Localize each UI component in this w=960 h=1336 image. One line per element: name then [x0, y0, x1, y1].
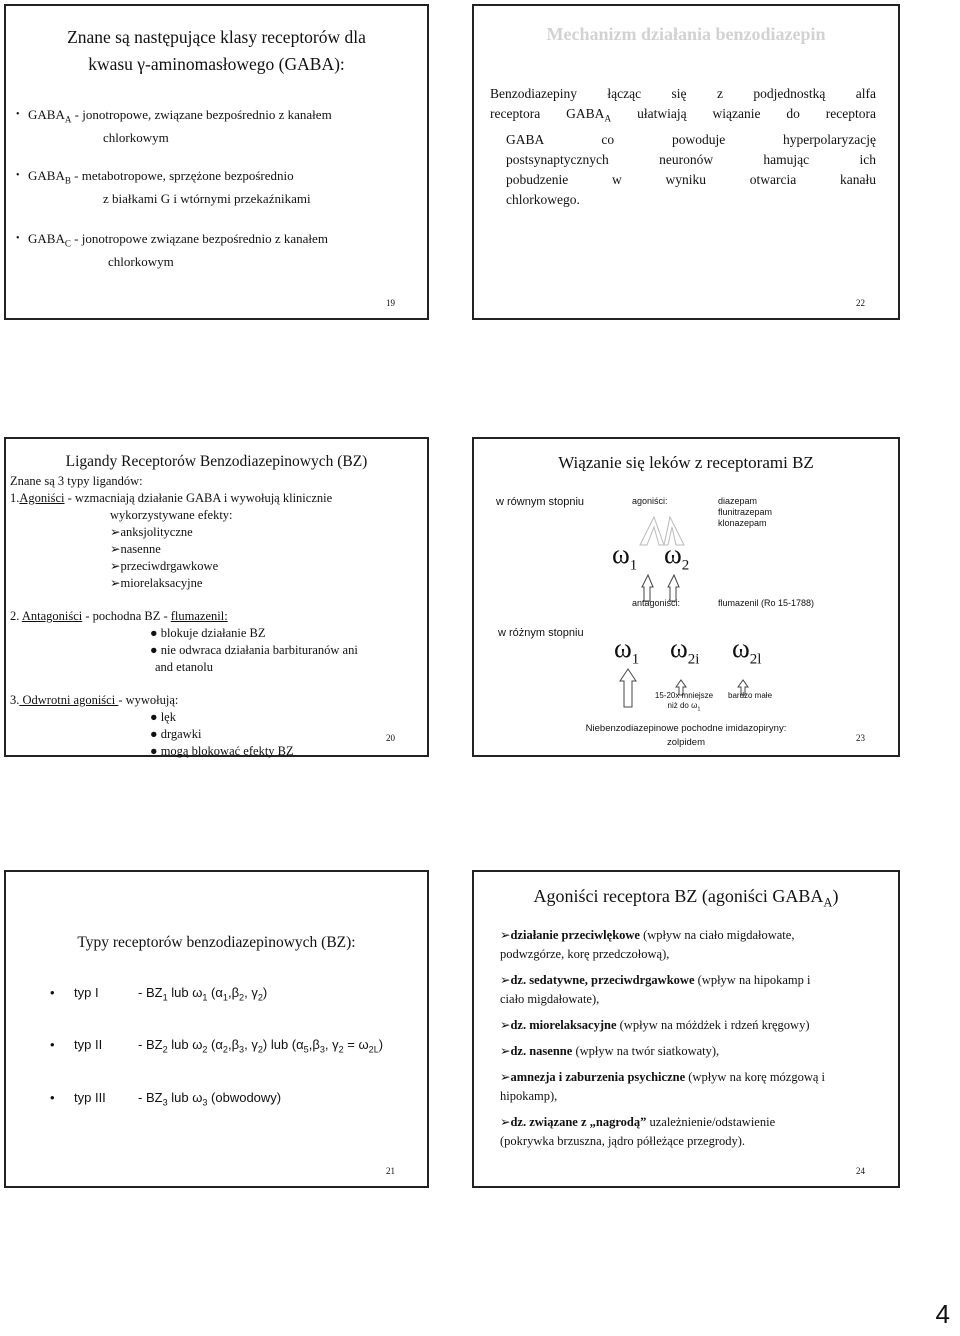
arrow-bullet-icon: ➢ — [500, 1044, 511, 1058]
flumazenil-label: flumazenil (Ro 15-1788) — [718, 598, 815, 608]
arrow-bullet-icon: ➢ — [500, 1018, 511, 1032]
type-3-name: typ III — [74, 1090, 106, 1105]
slide-21 — [4, 870, 429, 1188]
slide-21-title: Typy receptorów benzodiazepinowych (BZ): — [77, 934, 356, 951]
omega-1-symbol-b: $\omega_1$ — [614, 633, 640, 668]
arrow-bullet-icon: ➢ — [500, 1070, 511, 1084]
omega-2-symbol: $\omega_2$ — [664, 539, 690, 574]
arrow-bullet-icon: ➢ — [110, 525, 121, 539]
omega-1-symbol: $\omega_1$ — [612, 539, 638, 574]
slide-20-title: Ligandy Receptorów Benzodiazepinowych (BZ) — [65, 453, 368, 470]
gaba-c-item: • $GABA_C$ - jonotropowe związane bezpośrednio z kanałem chlorkowym — [16, 231, 328, 269]
arrow-bullet-icon: ➢ — [500, 928, 511, 942]
affinity-less-note: 15-20x mniejsze niż do $\omega_1$ — [654, 691, 714, 713]
gaba-a-item: • $GABA_A$ - jonotropowe, związane bezpośrednio z kanałem chlorkowym — [16, 107, 332, 145]
page-number: 22 — [856, 298, 865, 308]
antagonists-label: antagoniści: — [632, 598, 681, 608]
down-arrow-light-icon — [640, 517, 664, 545]
bullet-icon: • — [16, 170, 20, 181]
bullet-icon: ● — [150, 744, 161, 758]
slide-19-title: Znane są następujące klasy receptorów dla kwasu γ-aminomasłowego (GABA): — [67, 27, 366, 74]
document-page-number: 4 — [935, 1299, 950, 1329]
gaba-b-item: • $GABA_B$ - metabotropowe, sprzężone bezpośrednio z białkami G i wtórnymi przekaźnikami — [16, 168, 311, 206]
equal-degree-label: w równym stopniu — [496, 496, 585, 508]
slide-24 — [472, 870, 900, 1188]
arrow-bullet-icon: ➢ — [500, 973, 511, 987]
slide-24-title: Agoniści receptora BZ (agoniści $GABA_A$) — [533, 886, 839, 910]
nonbz-note: Niebenzodiazepinowe pochodne imidazopiryny: zolpidem — [585, 723, 787, 748]
slide-20 — [4, 437, 429, 757]
affinity-very-small-note: bardzo małe — [728, 691, 773, 700]
omega-2l-symbol: $\omega_{2l}$ — [732, 633, 762, 668]
type-2-desc: - $BZ_2$ lub $\omega_2$ ($\alpha_2,\beta_3$, $\gamma_2$) lub ($\alpha_5,\beta_3$, $\gamma_2 = \omega_{2L}$) — [138, 1037, 384, 1055]
arrow-bullet-icon: ➢ — [110, 576, 121, 590]
arrow-bullet-icon: ➢ — [110, 559, 121, 573]
agonist-drugs-list: diazepam flunitrazepam klonazepam — [718, 496, 773, 528]
bullet-icon: ● — [150, 710, 161, 724]
effect-item: ➢amnezja i zaburzenia psychiczne (wpływ na korę mózgową i hipokamp), — [500, 1070, 826, 1103]
page-number: 23 — [856, 733, 865, 743]
slide-22 — [472, 4, 900, 320]
bullet-icon: ● — [150, 643, 161, 657]
type-2-name: typ II — [74, 1037, 103, 1052]
bullet-icon: ● — [150, 626, 161, 640]
page-number: 21 — [386, 1166, 395, 1176]
slide-23 — [472, 437, 900, 757]
omega-2i-symbol: $\omega_{2i}$ — [670, 633, 700, 668]
bullet-icon: • — [50, 1037, 55, 1052]
effect-item: ➢dz. związane z „nagrodą” uzależnienie/odstawienie (pokrywka brzuszna, jądro półleżące przegrody). — [500, 1115, 776, 1148]
type-1-name: typ I — [74, 985, 99, 1000]
slide-23-title: Wiązanie się leków z receptorami BZ — [558, 453, 814, 472]
page-number: 20 — [386, 733, 395, 743]
type-1-desc: - $BZ_1$ lub $\omega_1$ ($\alpha_1,\beta_2$, $\gamma_2$) — [138, 985, 268, 1003]
effect-item: ➢dz. miorelaksacyjne (wpływ na móżdżek i rdzeń kręgowy) — [500, 1018, 810, 1032]
effect-item: ➢dz. sedatywne, przeciwdrgawkowe (wpływ na hipokamp i ciało migdałowate), — [500, 973, 811, 1006]
page-number: 19 — [386, 298, 395, 308]
slide-22-body: Benzodiazepiny łącząc się z podjednostką alfa receptora $GABA_A$ ułatwiają wiązanie do receptora GABA co powoduje hyperpolaryzację postsynaptycznych neuronów hamując ich pobudzenie w wyniku otwarcia kanału chlorkowego. — [490, 86, 877, 207]
agonists-label: agoniści: — [632, 496, 668, 506]
bullet-icon: • — [16, 233, 20, 244]
bullet-icon: • — [16, 109, 20, 120]
effect-item: ➢dz. nasenne (wpływ na twór siatkowaty), — [500, 1044, 720, 1058]
bullet-icon: • — [50, 985, 55, 1000]
different-degree-label: w różnym stopniu — [498, 627, 584, 639]
agonist-effects-list — [500, 926, 890, 1151]
up-arrow-large-icon — [620, 669, 636, 707]
type-3-desc: - $BZ_3$ lub $\omega_3$ (obwodowy) — [138, 1090, 282, 1108]
arrow-bullet-icon: ➢ — [500, 1115, 511, 1129]
slide-20-body: Znane są 3 typy ligandów: 1.Agoniści - wzmacniają działanie GABA i wywołują klinicznie wykorzystywane efekty: ➢anksjolityczne ➢nasenne ➢przeciwdrgawkowe ➢miorelaksacyjne 2. Antagoniści - pochodna BZ - flumazenil: ● blokuje działanie BZ ● nie odwraca działania barbituranów ani and etanolu 3. Odwrotni agoniści - wywołują: ● lęk ● drgawki ● mogą blokować efekty BZ — [10, 474, 358, 758]
effect-item: ➢działanie przeciwlękowe (wpływ na ciało migdałowate, podwzgórze, korę przedczołową), — [500, 928, 795, 961]
page-number: 24 — [856, 1166, 865, 1176]
arrow-bullet-icon: ➢ — [110, 542, 121, 556]
bullet-icon: ● — [150, 727, 161, 741]
bullet-icon: • — [50, 1090, 55, 1105]
slide-19 — [4, 4, 429, 320]
slide-22-title: Mechanizm działania benzodiazepin — [546, 24, 826, 44]
